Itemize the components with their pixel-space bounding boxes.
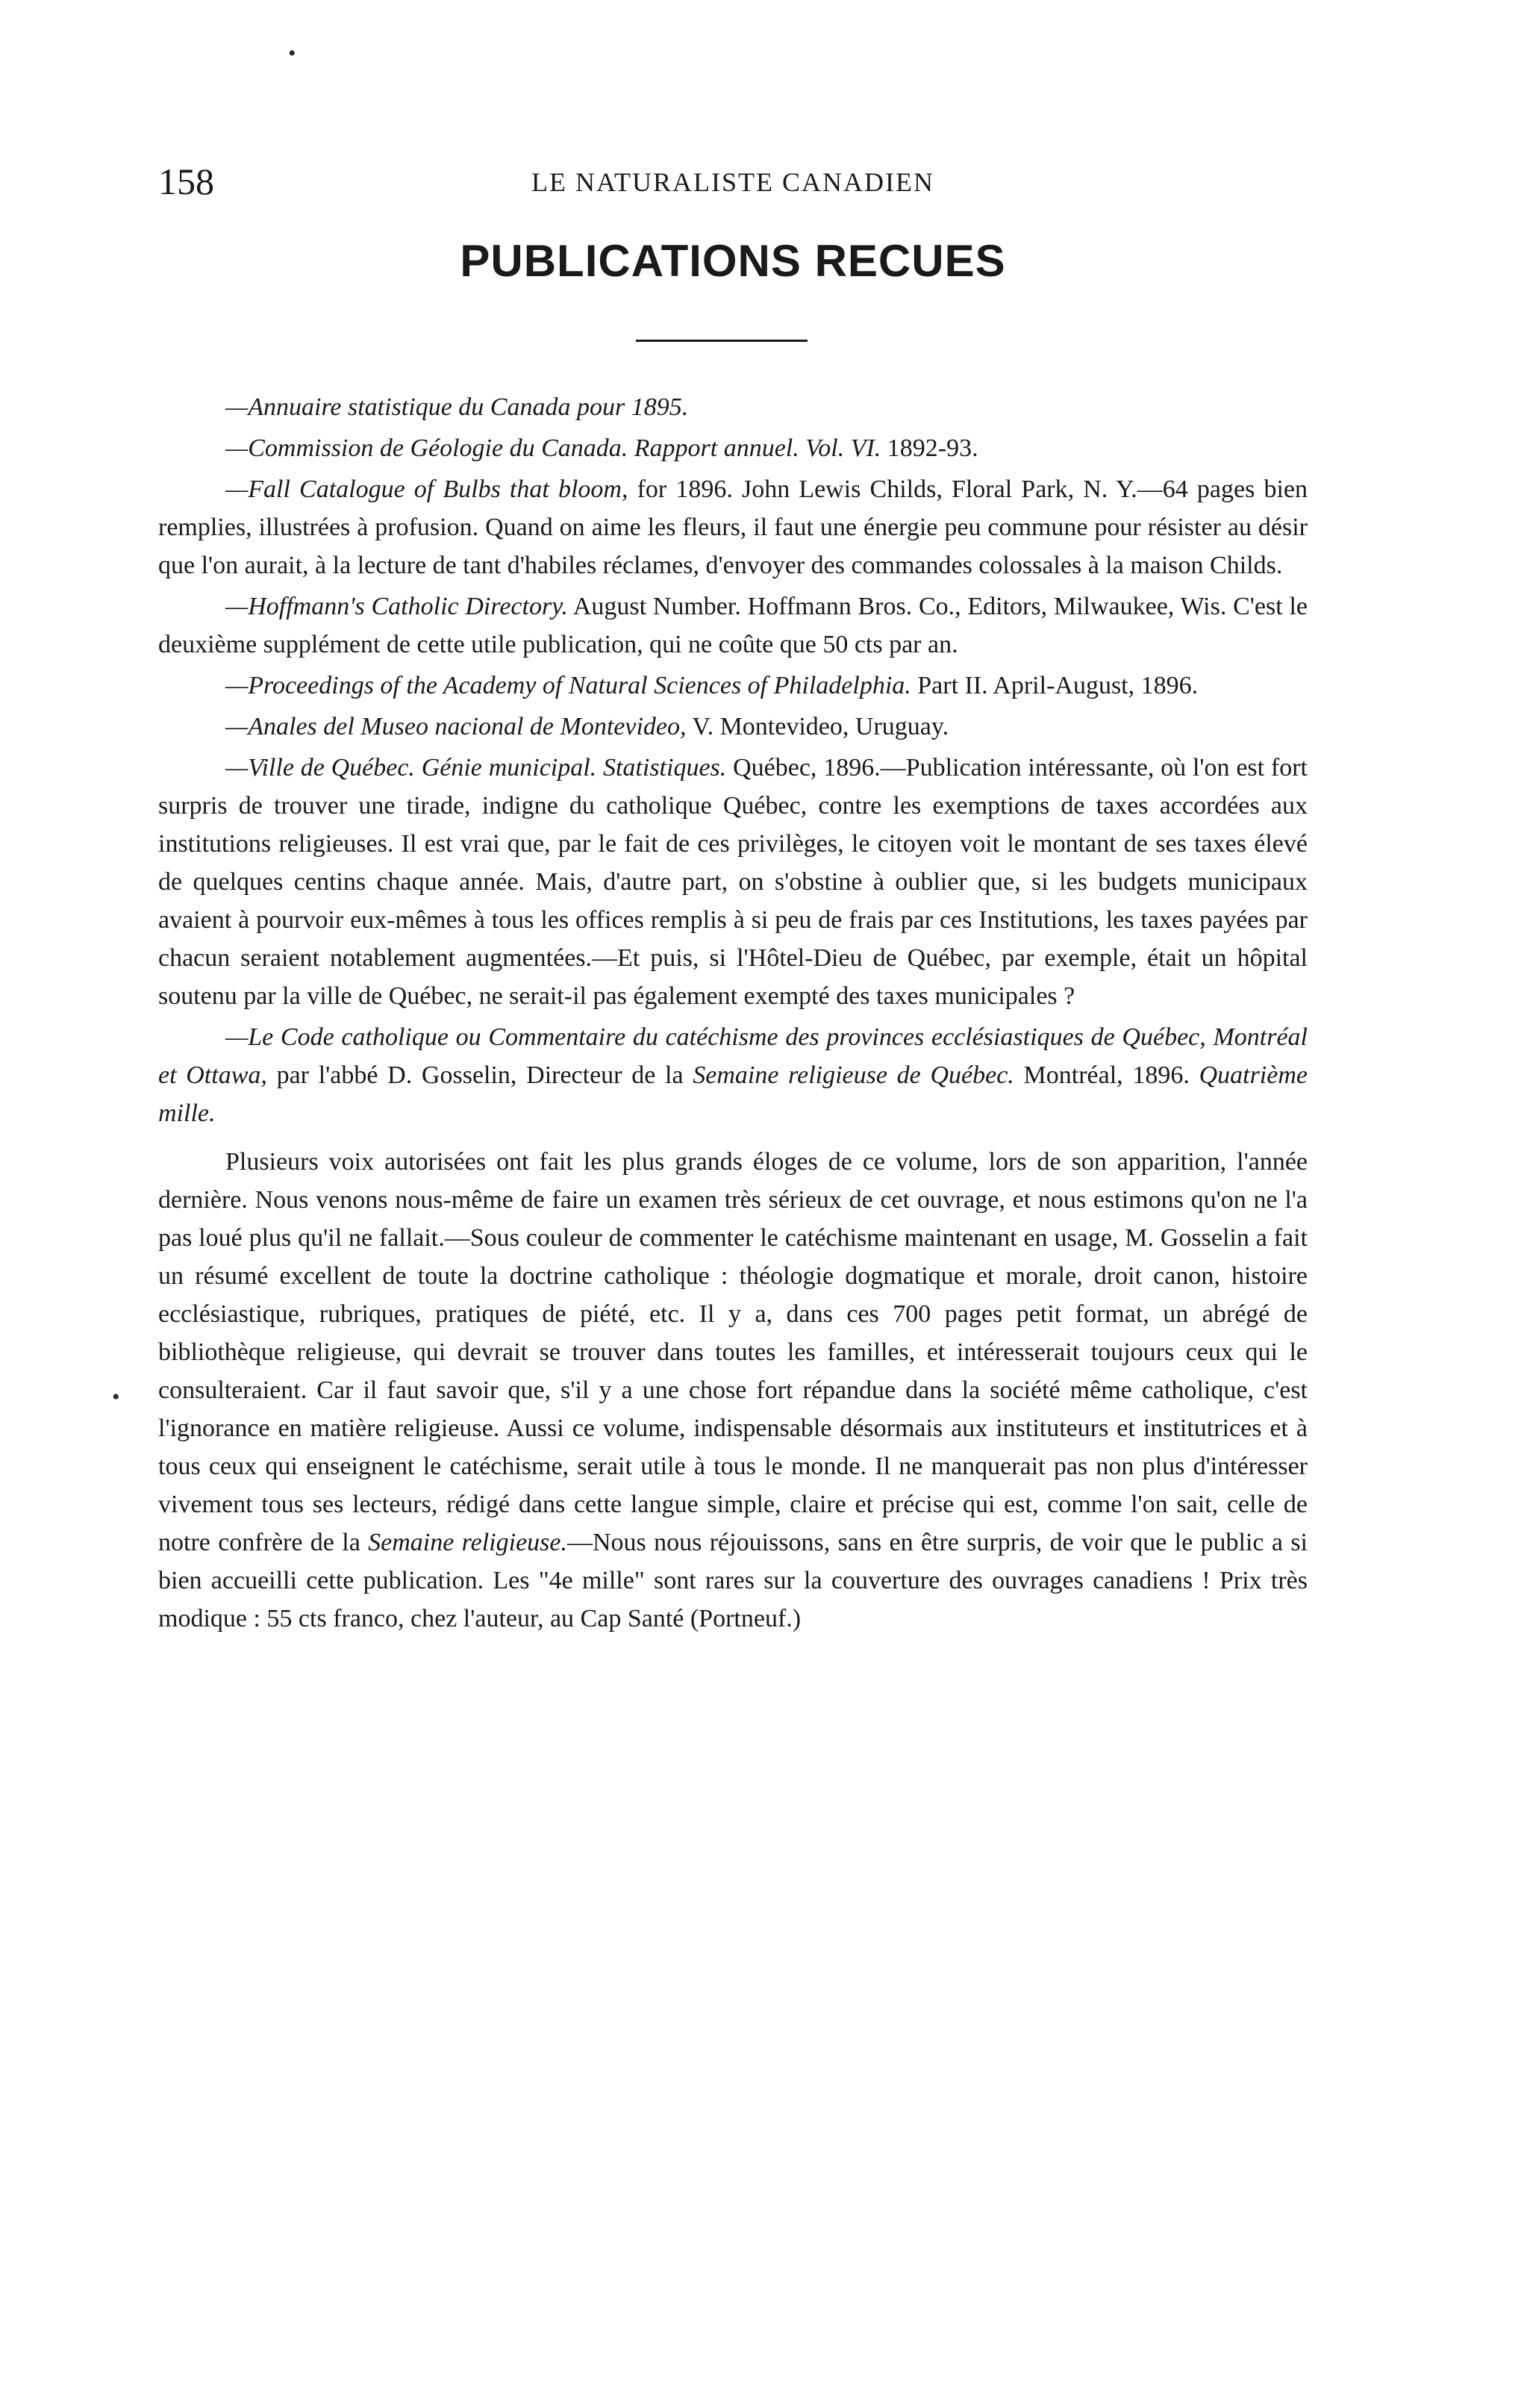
entry-text: par l'abbé D. Gosselin, Directeur de la — [266, 1061, 693, 1089]
entry-text: 1892-93. — [881, 434, 978, 462]
entry-text: Part II. April-August, 1896. — [911, 672, 1199, 699]
title-rule — [636, 340, 808, 342]
entry-title: —Ville de Québec. Génie municipal. Statistiques. — [225, 754, 727, 782]
entry-text: V. Montevideo, Uruguay. — [686, 713, 949, 740]
entry-proceedings — [158, 667, 1308, 705]
entry-bulbs — [158, 470, 1308, 584]
entry-title: —Commission de Géologie du Canada. Rapport annuel. Vol. VI. — [225, 434, 881, 462]
entry-anales — [158, 708, 1308, 746]
entry-ville-quebec — [158, 749, 1308, 1015]
review-paragraph — [158, 1143, 1308, 1638]
speck-mark: • — [112, 1385, 120, 1409]
body-text — [158, 388, 1308, 1638]
entry-title: —Proceedings of the Academy of Natural Sciences of Philadelphia. — [225, 672, 911, 699]
entry-title: —Le Code catholique ou Commentaire du catéchisme des provinces ecclésiastiques de Québec, Montréal et Ottawa, — [158, 1023, 1308, 1089]
entry-annuaire — [158, 388, 1308, 426]
page-number: 158 — [158, 160, 214, 202]
review-text: Plusieurs voix autorisées ont fait les plus grands éloges de ce volume, lors de son apparition, l'année dernière. Nous venons nous-même de faire un examen très sérieux de cet ouvrage, et nous estimons qu'on ne l'a pas loué plus qu'il ne fallait.—Sous couleur de commenter le catéchisme maintenant en usage, M. Gosselin a fait un résumé excellent de toute la doctrine catholique : théologie dogmatique et morale, droit canon, histoire ecclésiastique, rubriques, pratiques de piété, etc. Il y a, dans ces 700 pages petit format, un abrégé de bibliothèque religieuse, qui devrait se trouver dans toutes les familles, et intéresserait toujours ceux qui le consulteraient. Car il faut savoir que, s'il y a une chose fort répandue dans la société même catholique, c'est l'ignorance en matière religieuse. Aussi ce volume, indispensable désormais aux instituteurs et institutrices et à tous ceux qui enseignent le catéchisme, serait utile à tous le monde. Il ne manquerait pas non plus d'intéresser vivement tous ses lecteurs, rédigé dans cette langue simple, claire et précise qui est, comme l'on sait, celle de notre confrère de la — [158, 1148, 1308, 1556]
entry-hoffmann — [158, 587, 1308, 664]
review-italic: Semaine religieuse. — [368, 1529, 567, 1556]
entry-code-catholique — [158, 1018, 1308, 1132]
entry-text: for 1896. John Lewis Childs, Floral Park, N. Y.—64 pages bien remplies, illustrées à profusion. Quand on aime les fleurs, il faut une énergie peu commune pour résister au désir que l'on aurait, à la lecture de tant d'habiles réclames, d'envoyer des commandes colossales à la maison Childs. — [158, 475, 1308, 579]
entry-title: —Annuaire statistique du Canada pour 1895. — [225, 393, 689, 421]
entry-title: —Anales del Museo nacional de Montevideo, — [225, 713, 687, 740]
speck-mark: • — [288, 41, 296, 66]
entry-text: Montréal, 1896. — [1014, 1061, 1199, 1089]
page-header — [158, 155, 1308, 208]
entry-title: —Fall Catalogue of Bulbs that bloom, — [225, 475, 628, 503]
entry-geologie — [158, 429, 1308, 467]
entry-text: August Number. Hoffmann Bros. Co., Editors, Milwaukee, Wis. C'est le deuxième supplément de cette utile publication, qui ne coûte que 50 cts par an. — [158, 593, 1308, 658]
entry-title: Semaine religieuse de Québec. — [693, 1061, 1014, 1089]
entry-text: Québec, 1896.—Publication intéressante, où l'on est fort surpris de trouver une tirade, indigne du catholique Québec, contre les exemptions de taxes accordées aux institutions religieuses. Il est vrai que, par le fait de ces privilèges, le citoyen voit le montant de ses taxes élevé de quelques centins chaque année. Mais, d'autre part, on s'obstine à oublier que, si les budgets municipaux avaient à pourvoir eux-mêmes à tous les offices remplis à si peu de frais par ces Institutions, les taxes payées par chacun seraient notablement augmentées.—Et puis, si l'Hôtel-Dieu de Québec, par exemple, était un hôpital soutenu par la ville de Québec, ne serait-il pas également exempté des taxes municipales ? — [158, 754, 1308, 1010]
review-text: —Nous nous réjouissons, sans en être surpris, de voir que le public a si bien accueilli cette publication. Les "4e mille" sont rares sur la couverture des ouvrages canadiens ! Prix très modique : 55 cts franco, chez l'auteur, au Cap Santé (Portneuf.) — [158, 1529, 1308, 1632]
entry-title: Quatrième mille. — [158, 1061, 1308, 1127]
section-title: PUBLICATIONS RECUES — [460, 236, 1006, 286]
running-head: LE NATURALISTE CANADIEN — [531, 167, 934, 197]
entry-title: —Hoffmann's Catholic Directory. — [225, 593, 568, 620]
